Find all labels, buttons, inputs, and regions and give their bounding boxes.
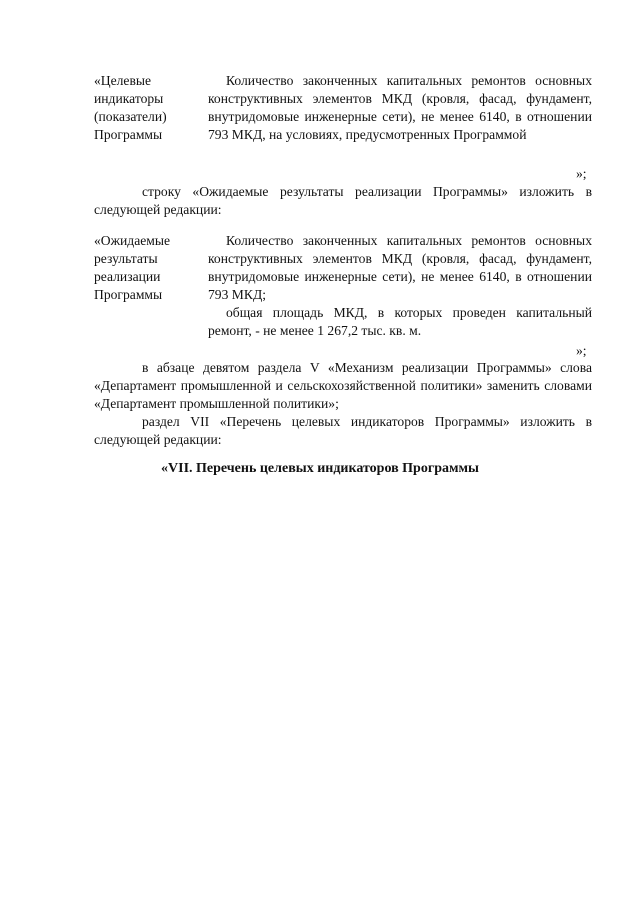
- instruction-paragraph-3: раздел VII «Перечень целевых индикаторов Программы» изложить в следующей редакции:: [94, 414, 592, 447]
- results-value: [208, 232, 592, 340]
- results-closing-quote: »;: [576, 343, 587, 358]
- section-heading: «VII. Перечень целевых индикаторов Программы: [161, 461, 479, 476]
- results-text-1: Количество законченных капитальных ремонтов основных конструктивных элементов МКД (кровля, фасад, фундамент, внутридомовые инженерные сети), не менее 6140, в отношении 793 МКД;: [208, 233, 592, 302]
- targets-text: Количество законченных капитальных ремонтов основных конструктивных элементов МКД (кровля, фасад, фундамент, внутридомовые инженерные сети), не менее 6140, в отношении 793 МКД, на условиях, предусмотренных Программой: [208, 73, 592, 142]
- targets-value: [208, 72, 592, 144]
- instruction-paragraph-1: строку «Ожидаемые результаты реализации Программы» изложить в следующей редакции:: [94, 184, 592, 217]
- results-label: «Ожидаемые результаты реализации Программы: [94, 233, 171, 302]
- instruction-paragraph-2: в абзаце девятом раздела V «Механизм реализации Программы» слова «Департамент промышленной и сельскохозяйственной политики» заменить словами «Департамент промышленной политики»;: [94, 360, 592, 411]
- targets-closing-quote: »;: [576, 166, 587, 181]
- results-text-2: общая площадь МКД, в которых проведен капитальный ремонт, - не менее 1 267,2 тыс. кв. м.: [208, 305, 592, 338]
- targets-label: «Целевые индикаторы (показатели) Программы: [94, 73, 167, 142]
